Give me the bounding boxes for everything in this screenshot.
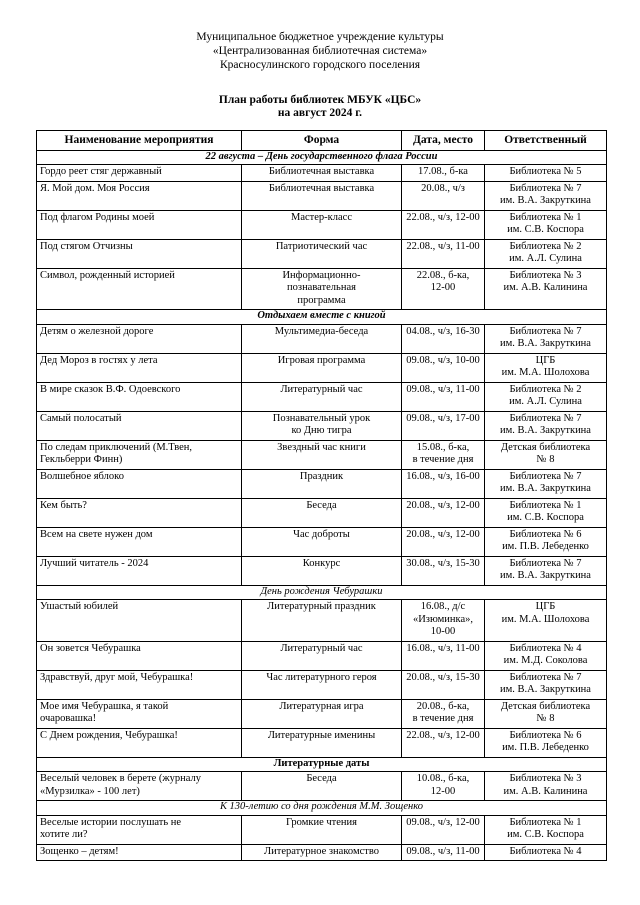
event-responsible-cell: Библиотека № 1 им. С.В. Коспора (485, 815, 607, 844)
event-responsible-cell: Библиотека № 1 им. С.В. Коспора (485, 498, 607, 527)
event-date-cell: 17.08., б-ка (402, 165, 485, 182)
event-date-cell: 22.08., ч/з, 11-00 (402, 239, 485, 268)
event-responsible-cell: Библиотека № 7 им. В.А. Закруткина (485, 411, 607, 440)
event-name-cell: Он зовется Чебурашка (37, 641, 242, 670)
column-header-name: Наименование мероприятия (37, 131, 242, 151)
event-name-cell: Ушастый юбилей (37, 600, 242, 642)
section-row (37, 310, 607, 325)
event-date-cell: 16.08., ч/з, 16-00 (402, 469, 485, 498)
table-row (37, 469, 607, 498)
event-form-cell: Час доброты (242, 527, 402, 556)
event-responsible-cell: Библиотека № 7 им. В.А. Закруткина (485, 469, 607, 498)
event-form-cell: Праздник (242, 469, 402, 498)
event-name-cell: Волшебное яблоко (37, 469, 242, 498)
event-form-cell: Мастер-класс (242, 210, 402, 239)
event-name-cell: Всем на свете нужен дом (37, 527, 242, 556)
table-row (37, 527, 607, 556)
event-responsible-cell: Библиотека № 7 им. В.А. Закруткина (485, 556, 607, 585)
event-form-cell: Литературные именины (242, 728, 402, 757)
event-name-cell: Кем быть? (37, 498, 242, 527)
event-date-cell: 16.08., д/с «Изюминка», 10-00 (402, 600, 485, 642)
table-row (37, 239, 607, 268)
event-form-cell: Литературное знакомство (242, 844, 402, 861)
document-title (0, 94, 640, 120)
event-date-cell: 20.08., ч/з, 12-00 (402, 498, 485, 527)
event-name-cell: Самый полосатый (37, 411, 242, 440)
event-name-cell: Под флагом Родины моей (37, 210, 242, 239)
event-form-cell: Литературный час (242, 641, 402, 670)
column-header-responsible: Ответственный (485, 131, 607, 151)
event-date-cell: 20.08., ч/з, 15-30 (402, 670, 485, 699)
section-row (37, 757, 607, 772)
event-responsible-cell: Библиотека № 3 им. А.В. Калинина (485, 772, 607, 801)
event-date-cell: 09.08., ч/з, 10-00 (402, 353, 485, 382)
table-row (37, 641, 607, 670)
table-row (37, 728, 607, 757)
event-form-cell: Познавательный урок ко Дню тигра (242, 411, 402, 440)
table-row (37, 556, 607, 585)
event-form-cell: Литературный праздник (242, 600, 402, 642)
event-responsible-cell: Библиотека № 3 им. А.В. Калинина (485, 268, 607, 310)
section-title: День рождения Чебурашки (37, 585, 607, 600)
event-date-cell: 22.08., б-ка, 12-00 (402, 268, 485, 310)
event-name-cell: Здравствуй, друг мой, Чебурашка! (37, 670, 242, 699)
event-form-cell: Информационно- познавательная программа (242, 268, 402, 310)
event-responsible-cell: ЦГБ им. М.А. Шолохова (485, 353, 607, 382)
event-form-cell: Беседа (242, 772, 402, 801)
event-date-cell: 09.08., ч/з, 12-00 (402, 815, 485, 844)
section-title: К 130-летию со дня рождения М.М. Зощенко (37, 801, 607, 816)
event-name-cell: Веселый человек в берете (журналу «Мурзилка» - 100 лет) (37, 772, 242, 801)
event-form-cell: Мультимедиа-беседа (242, 324, 402, 353)
event-name-cell: В мире сказок В.Ф. Одоевского (37, 382, 242, 411)
event-date-cell: 22.08., ч/з, 12-00 (402, 728, 485, 757)
event-date-cell: 22.08., ч/з, 12-00 (402, 210, 485, 239)
event-responsible-cell: Библиотека № 4 им. М.Д. Соколова (485, 641, 607, 670)
event-responsible-cell: Библиотека № 4 (485, 844, 607, 861)
events-table (36, 130, 607, 861)
event-date-cell: 30.08., ч/з, 15-30 (402, 556, 485, 585)
event-name-cell: Детям о железной дороге (37, 324, 242, 353)
event-responsible-cell: Библиотека № 6 им. П.В. Лебеденко (485, 728, 607, 757)
event-form-cell: Звездный час книги (242, 440, 402, 469)
column-header-date: Дата, место (402, 131, 485, 151)
event-form-cell: Литературный час (242, 382, 402, 411)
table-row (37, 353, 607, 382)
event-form-cell: Литературная игра (242, 699, 402, 728)
event-name-cell: Мое имя Чебурашка, я такой очаровашка! (37, 699, 242, 728)
event-date-cell: 15.08., б-ка, в течение дня (402, 440, 485, 469)
section-row (37, 801, 607, 816)
event-name-cell: Дед Мороз в гостях у лета (37, 353, 242, 382)
title-line-1: План работы библиотек МБУК «ЦБС» (218, 94, 422, 106)
organization-header (0, 30, 640, 72)
event-date-cell: 09.08., ч/з, 11-00 (402, 382, 485, 411)
event-date-cell: 20.08., б-ка, в течение дня (402, 699, 485, 728)
event-name-cell: Гордо реет стяг державный (37, 165, 242, 182)
event-name-cell: По следам приключений (М.Твен, Гекльберри Финн) (37, 440, 242, 469)
event-date-cell: 09.08., ч/з, 17-00 (402, 411, 485, 440)
event-date-cell: 20.08., ч/з, 12-00 (402, 527, 485, 556)
event-form-cell: Библиотечная выставка (242, 165, 402, 182)
section-title: 22 августа – День государственного флага России (37, 150, 607, 165)
table-row (37, 210, 607, 239)
event-date-cell: 09.08., ч/з, 11-00 (402, 844, 485, 861)
event-name-cell: Я. Мой дом. Моя Россия (37, 181, 242, 210)
event-responsible-cell: Детская библиотека № 8 (485, 440, 607, 469)
event-responsible-cell: Библиотека № 2 им. А.Л. Сулина (485, 382, 607, 411)
event-responsible-cell: Библиотека № 7 им. В.А. Закруткина (485, 670, 607, 699)
event-form-cell: Патриотический час (242, 239, 402, 268)
event-name-cell: Лучший читатель - 2024 (37, 556, 242, 585)
table-row (37, 440, 607, 469)
table-row (37, 324, 607, 353)
event-responsible-cell: Библиотека № 7 им. В.А. Закруткина (485, 324, 607, 353)
column-header-form: Форма (242, 131, 402, 151)
event-form-cell: Громкие чтения (242, 815, 402, 844)
table-header-row (37, 131, 607, 151)
title-line-2: на август 2024 г. (277, 107, 363, 119)
table-row (37, 411, 607, 440)
section-row (37, 150, 607, 165)
header-line-2: «Централизованная библиотечная система» (212, 45, 428, 57)
event-responsible-cell: Библиотека № 7 им. В.А. Закруткина (485, 181, 607, 210)
table-row (37, 772, 607, 801)
event-form-cell: Беседа (242, 498, 402, 527)
event-responsible-cell: Детская библиотека № 8 (485, 699, 607, 728)
table-row (37, 498, 607, 527)
event-form-cell: Конкурс (242, 556, 402, 585)
event-responsible-cell: Библиотека № 6 им. П.В. Лебеденко (485, 527, 607, 556)
table-row (37, 670, 607, 699)
event-form-cell: Игровая программа (242, 353, 402, 382)
table-row (37, 844, 607, 861)
event-name-cell: Под стягом Отчизны (37, 239, 242, 268)
table-row (37, 382, 607, 411)
event-name-cell: Символ, рожденный историей (37, 268, 242, 310)
section-title: Отдыхаем вместе с книгой (37, 310, 607, 325)
event-date-cell: 04.08., ч/з, 16-30 (402, 324, 485, 353)
event-responsible-cell: Библиотека № 2 им. А.Л. Сулина (485, 239, 607, 268)
table-row (37, 181, 607, 210)
event-date-cell: 16.08., ч/з, 11-00 (402, 641, 485, 670)
table-body (37, 150, 607, 861)
event-date-cell: 10.08., б-ка, 12-00 (402, 772, 485, 801)
event-name-cell: Веселые истории послушать не хотите ли? (37, 815, 242, 844)
table-row (37, 268, 607, 310)
table-row (37, 600, 607, 642)
event-form-cell: Библиотечная выставка (242, 181, 402, 210)
event-form-cell: Час литературного героя (242, 670, 402, 699)
header-line-1: Муниципальное бюджетное учреждение культуры (196, 31, 444, 43)
event-date-cell: 20.08., ч/з (402, 181, 485, 210)
event-responsible-cell: ЦГБ им. М.А. Шолохова (485, 600, 607, 642)
section-title: Литературные даты (37, 757, 607, 772)
event-responsible-cell: Библиотека № 5 (485, 165, 607, 182)
section-row (37, 585, 607, 600)
table-row (37, 165, 607, 182)
table-row (37, 815, 607, 844)
event-responsible-cell: Библиотека № 1 им. С.В. Коспора (485, 210, 607, 239)
event-name-cell: С Днем рождения, Чебурашка! (37, 728, 242, 757)
event-name-cell: Зощенко – детям! (37, 844, 242, 861)
table-row (37, 699, 607, 728)
header-line-3: Красносулинского городского поселения (219, 59, 421, 71)
